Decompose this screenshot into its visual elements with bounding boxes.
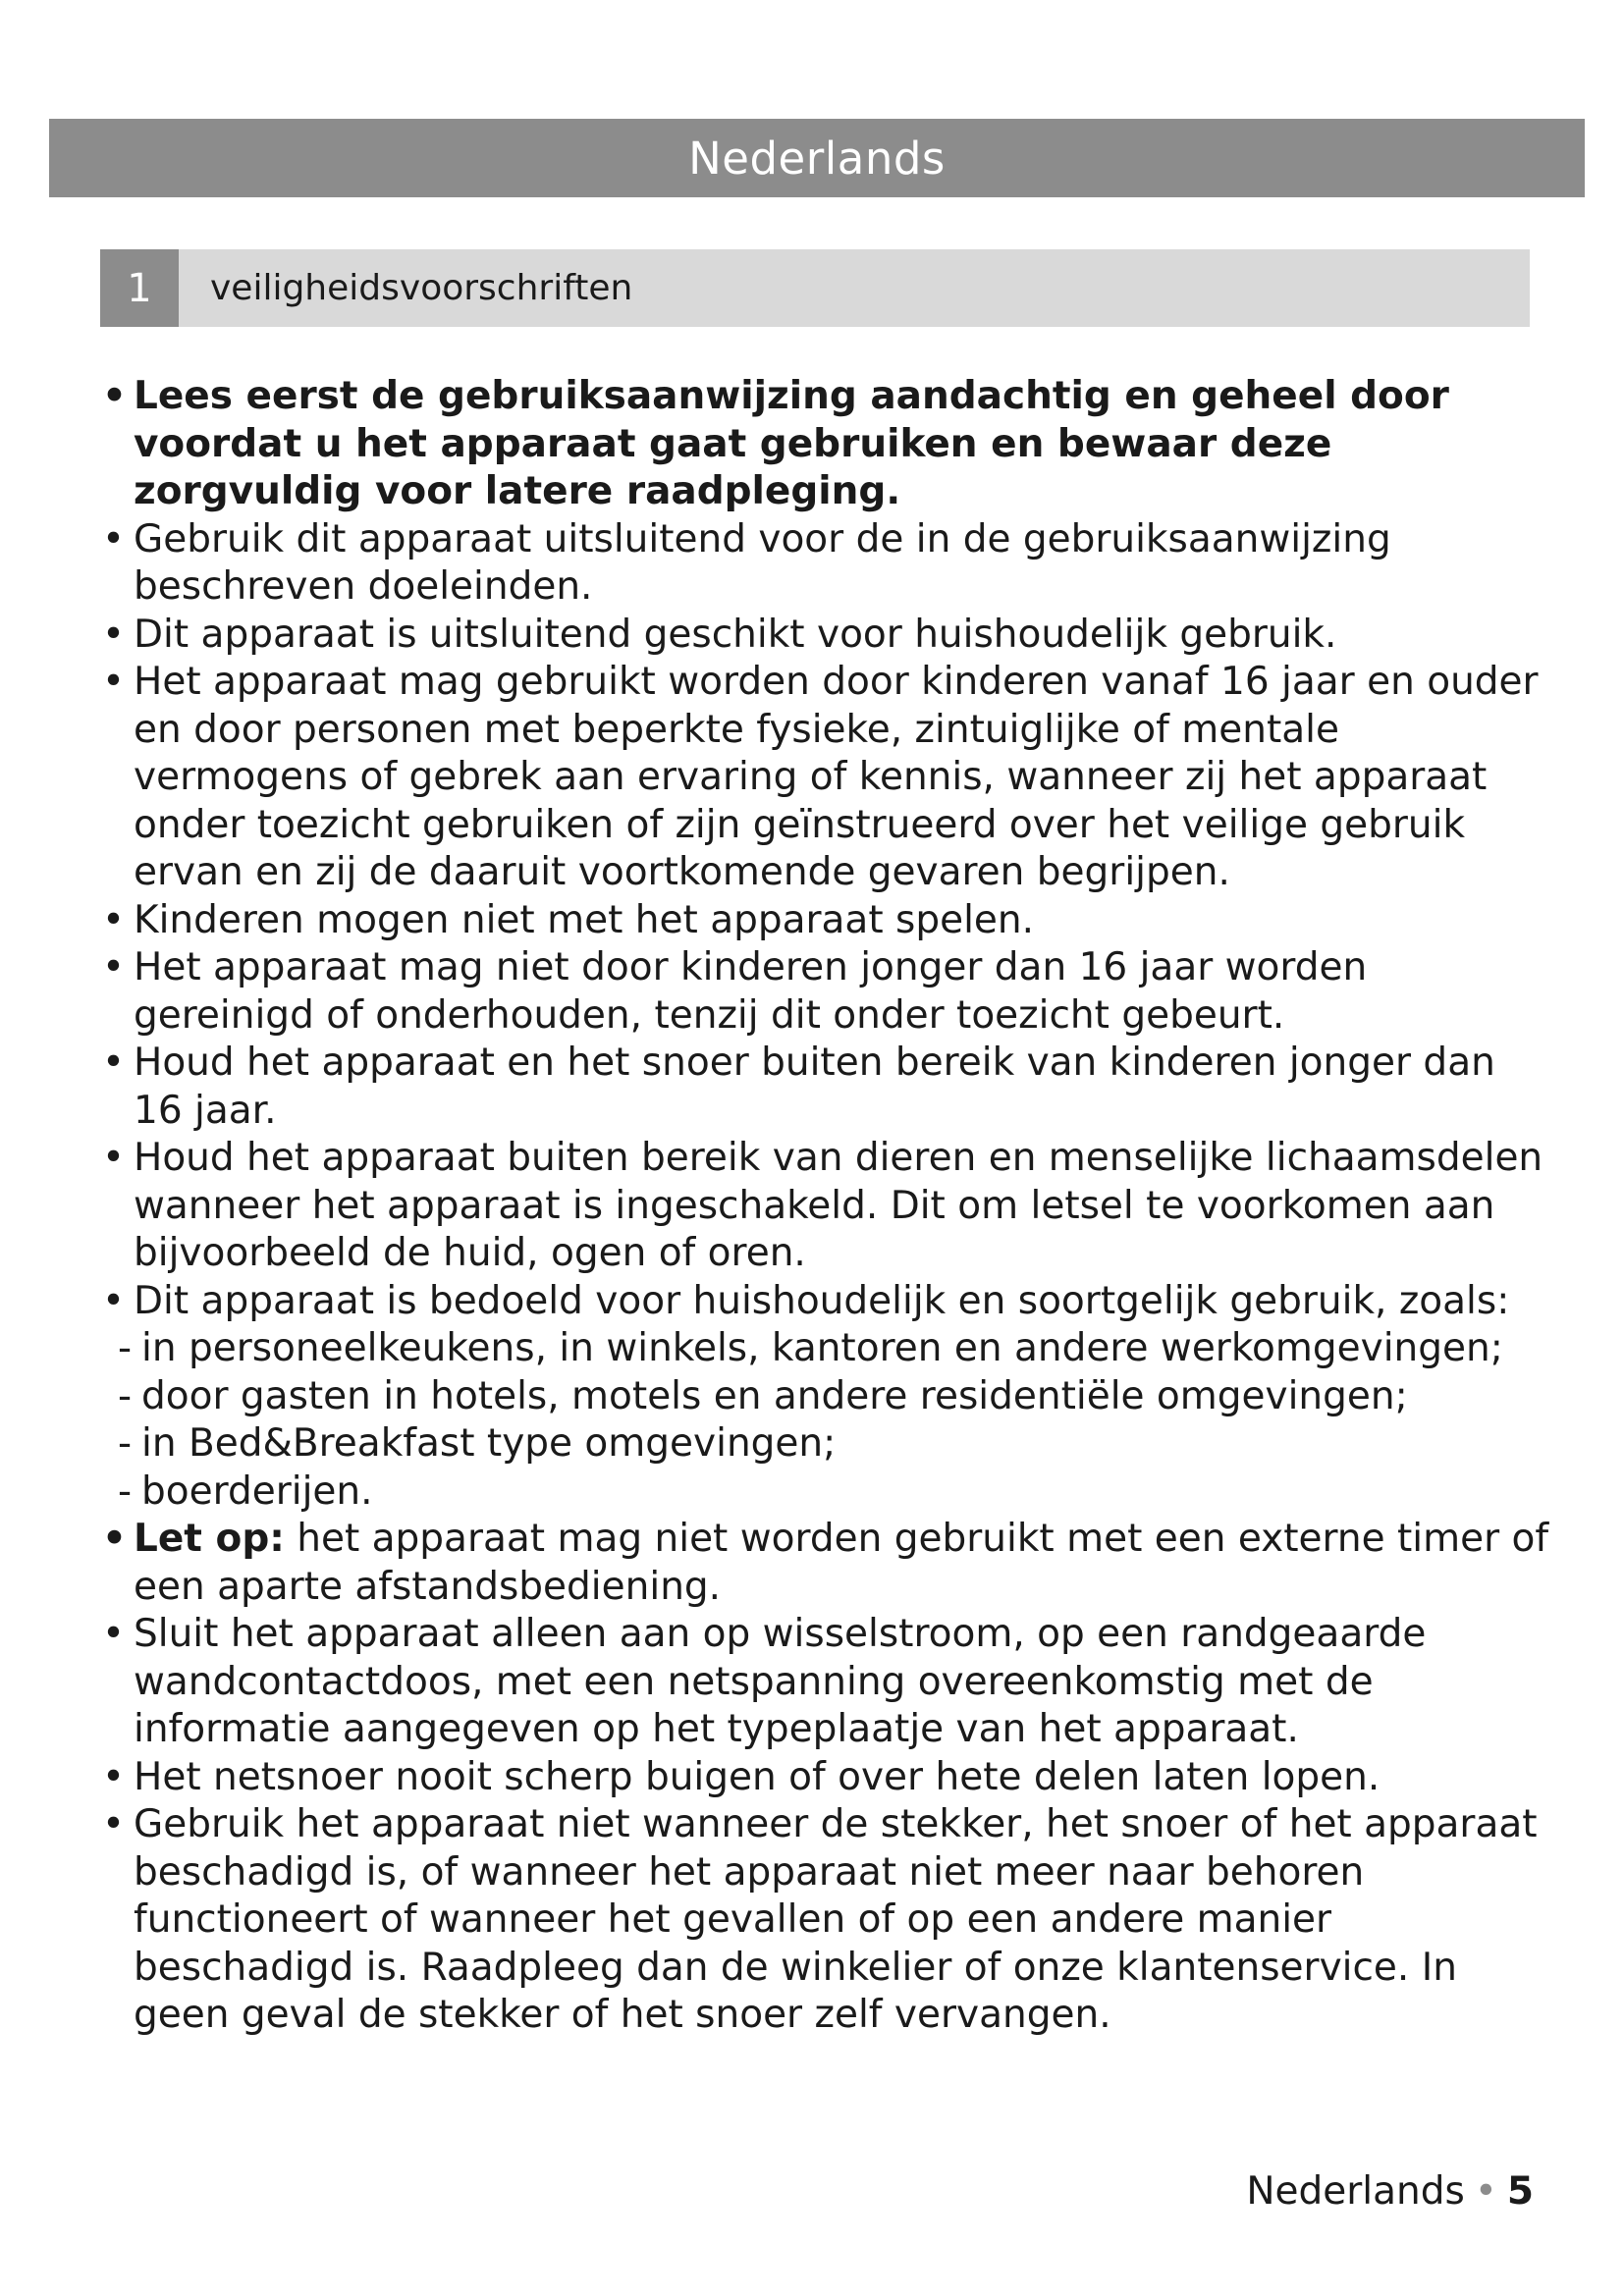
sub-list-item bbox=[98, 1468, 1551, 1517]
page-number: 5 bbox=[1506, 2169, 1534, 2214]
list-item bbox=[98, 1278, 1551, 1326]
list-item-text: Het apparaat mag niet door kinderen jonger dan 16 jaar worden gereinigd of onderhouden, tenzij dit onder toezicht gebeurt. bbox=[134, 945, 1368, 1038]
list-item-text: het apparaat mag niet worden gebruikt met een externe timer of een aparte afstandsbediening. bbox=[134, 1517, 1549, 1609]
sub-list-item-text: in Bed&Breakfast type omgevingen; bbox=[141, 1421, 837, 1466]
bullet-icon: • bbox=[102, 1517, 127, 1561]
list-item bbox=[98, 1040, 1551, 1135]
list-item bbox=[98, 897, 1551, 945]
dash-icon: - bbox=[118, 1373, 133, 1418]
list-item-text: Het netsnoer nooit scherp buigen of over hete delen laten lopen. bbox=[134, 1754, 1380, 1799]
bullet-icon: • bbox=[102, 1802, 126, 1846]
bullet-icon: • bbox=[102, 1754, 126, 1799]
bullet-icon: • bbox=[102, 660, 126, 704]
bullet-icon: • bbox=[102, 612, 126, 657]
section-number: 1 bbox=[100, 249, 179, 327]
list-item-text: Houd het apparaat en het snoer buiten bereik van kinderen jonger dan 16 jaar. bbox=[134, 1041, 1495, 1133]
sub-list-item-text: in personeelkeukens, in winkels, kantoren en andere werkomgevingen; bbox=[141, 1326, 1503, 1370]
list-item-text: Dit apparaat is uitsluitend geschikt voor huishoudelijk gebruik. bbox=[134, 612, 1337, 657]
bullet-icon: • bbox=[102, 1278, 126, 1323]
bullet-icon: • bbox=[102, 516, 126, 561]
list-item bbox=[98, 1801, 1551, 2040]
list-item-text: Houd het apparaat buiten bereik van dieren en menselijke lichaamsdelen wanneer het apparaat is ingeschakeld. Dit om letsel te voorkomen aan bijvoorbeeld de huid, ogen of oren. bbox=[134, 1136, 1543, 1275]
bullet-icon: • bbox=[102, 1136, 126, 1180]
safety-instructions-list bbox=[98, 373, 1551, 2040]
list-item bbox=[98, 612, 1551, 660]
list-item-text: Lees eerst de gebruiksaanwijzing aandachtig en geheel door voordat u het apparaat gaat gebruiken en bewaar deze zorgvuldig voor latere raadpleging. bbox=[134, 374, 1449, 513]
list-item bbox=[98, 944, 1551, 1040]
sub-list-item-text: boerderijen. bbox=[141, 1468, 373, 1514]
list-item bbox=[98, 1754, 1551, 1802]
separator-dot-icon: • bbox=[1474, 2169, 1497, 2214]
language-title: Nederlands bbox=[688, 132, 946, 185]
page-footer bbox=[1246, 2169, 1534, 2214]
warning-label: Let op: bbox=[134, 1517, 285, 1561]
list-item bbox=[98, 659, 1551, 897]
bullet-icon: • bbox=[102, 1612, 126, 1656]
section-title: veiligheidsvoorschriften bbox=[210, 268, 633, 308]
list-item-text: Gebruik dit apparaat uitsluitend voor de in de gebruiksaanwijzing beschreven doeleinden. bbox=[134, 516, 1391, 609]
dash-icon: - bbox=[118, 1468, 133, 1514]
bullet-icon: • bbox=[102, 897, 126, 942]
list-item-text: Gebruik het apparaat niet wanneer de stekker, het snoer of het apparaat beschadigd is, of wanneer het apparaat niet meer naar behoren functioneert of wanneer het gevallen of op een andere manier beschadigd is. Raadpleeg dan de winkelier of onze klantenservice. In geen geval de stekker of het snoer zelf vervangen. bbox=[134, 1802, 1538, 2037]
list-item-text: Kinderen mogen niet met het apparaat spelen. bbox=[134, 897, 1035, 942]
sub-list-item bbox=[98, 1373, 1551, 1421]
list-item bbox=[98, 1516, 1551, 1611]
dash-icon: - bbox=[118, 1326, 133, 1370]
sub-list-item bbox=[98, 1325, 1551, 1373]
sub-list-item-text: door gasten in hotels, motels en andere residentiële omgevingen; bbox=[141, 1373, 1408, 1418]
list-item bbox=[98, 516, 1551, 612]
sub-list-item bbox=[98, 1420, 1551, 1468]
list-item bbox=[98, 1611, 1551, 1754]
list-item-text: Het apparaat mag gebruikt worden door kinderen vanaf 16 jaar en ouder en door personen met beperkte fysieke, zintuiglijke of mentale vermogens of gebrek aan ervaring of kennis, wanneer zij het apparaat onder toezicht gebruiken of zijn geïnstrueerd over het veilige gebruik ervan en zij de daaruit voortkomende gevaren begrijpen. bbox=[134, 660, 1539, 894]
list-item bbox=[98, 1135, 1551, 1278]
language-banner bbox=[49, 119, 1585, 197]
list-item bbox=[98, 373, 1551, 516]
dash-icon: - bbox=[118, 1421, 133, 1466]
list-item-text: Dit apparaat is bedoeld voor huishoudelijk en soortgelijk gebruik, zoals: bbox=[134, 1278, 1510, 1323]
footer-language: Nederlands bbox=[1246, 2169, 1465, 2214]
bullet-icon: • bbox=[102, 945, 126, 989]
section-header bbox=[100, 249, 1530, 327]
list-item-text: Sluit het apparaat alleen aan op wisselstroom, op een randgeaarde wandcontactdoos, met een netspanning overeenkomstig met de informatie aangegeven op het typeplaatje van het apparaat. bbox=[134, 1612, 1427, 1751]
bullet-icon: • bbox=[102, 374, 127, 418]
bullet-icon: • bbox=[102, 1041, 126, 1085]
